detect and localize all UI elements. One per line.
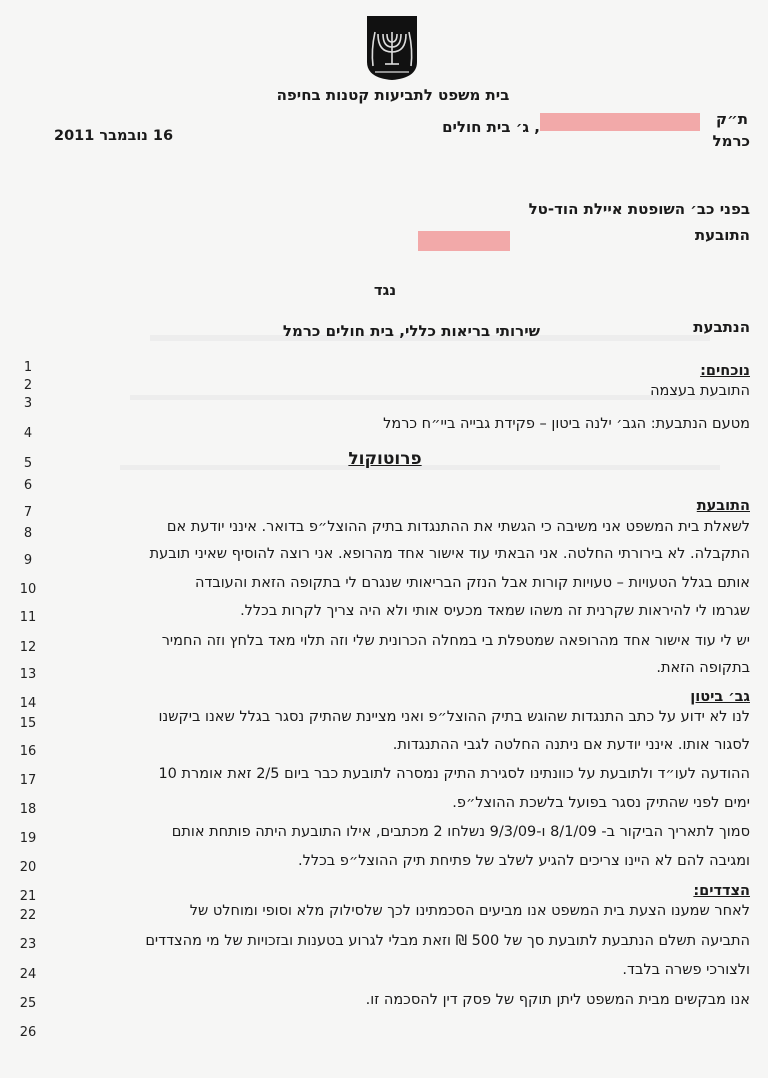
text-line: שגרמו לי להיראות שקרנית זה משהו שמאד מכעיס אותי ולא היה צריך לקרות בכלל. [240,603,750,619]
line-number: 10 [19,582,37,597]
text-line: אנו מבקשים מבית המשפט ליתן תוקף של פסק דין להסכמה זו. [365,992,750,1008]
text-line: יש לי עוד אישור אחד מהרופאה שמטפלת בי במחלה הכרונית שלי וזה תלוי מאד בלחץ וזה החמיר [161,633,750,649]
redaction-box [540,113,700,131]
state-emblem-icon [365,14,419,82]
line-number: 14 [19,696,37,711]
text-line: התקבלה. לא בירורתי החלטה. אני הבאתי עוד אישור אחד מהרופא. אני רוצה להוסיף שאיני תובעת [149,546,750,562]
plaintiff-label: התובעת [694,226,750,244]
line-number: 20 [19,860,37,875]
text-line: התביעה תשלם הנתבעת לתובעת סך של 500 ₪ וזאת מבלי לגרוע בטענות ובזכויות של מי מהצדדים [145,933,750,949]
line-number: 12 [19,640,37,655]
hearing-date: 16 נובמבר 2011 [54,128,174,144]
line-number: 19 [19,831,37,846]
present-heading: נוכחים: [700,363,750,379]
text-line: לאחר שמענו הצעת בית המשפט אנו מביעים הסכמתינו לכך שלסילוק מלא וסופי ומוחלט של [189,903,750,919]
text-line: סמוך לתאריך הביקור ב- 8/1/09 ו-9/3/09 נשלחו 2 מכתבים, אילו התובעת היתה פותחת אותם [171,824,750,840]
line-number: 25 [19,996,37,1011]
case-parties: , ג׳ בית חולים [442,118,540,136]
line-number: 18 [19,802,37,817]
section-heading: הצדדים: [693,883,750,899]
case-line2: כרמל [712,132,750,150]
line-number: 13 [19,667,37,682]
line-number: 16 [19,744,37,759]
present-line: מטעם הנתבעת: הגב׳ ילנה ביטון – פקידת גבייה ביי״ח כרמל [383,416,750,432]
line-number: 5 [23,456,33,471]
text-line: לשאלת בית המשפט אני משיבה כי הגשתי את ההתנגדות בתיק ההוצל״פ בדואר. אינני יודעת אם [166,519,750,535]
case-prefix: ת״ק [716,110,748,128]
line-number: 8 [23,526,33,541]
court-name: בית משפט לתביעות קטנות בחיפה [276,86,510,104]
text-line: לסגור אותו. אינני יודעת אם ניתנה החלטה לגבי ההתנגדות. [392,737,750,753]
line-number: 26 [19,1025,37,1040]
section-heading: התובעת [696,498,750,514]
line-number: 1 [23,360,33,375]
line-number: 11 [19,610,37,625]
judge-line: בפני כב׳ השופטת איילת הוד-טל [528,200,750,218]
line-number: 7 [23,505,33,520]
text-line: ומגיבה להם לא היינו צריכים להגיע לשלב של פתיחת תיק ההוצל״פ בכלל. [298,853,750,869]
line-number: 21 [19,889,37,904]
text-line: בתקופה הזאת. [656,660,750,676]
line-number: 17 [19,773,37,788]
redaction-box [418,231,510,251]
versus-label: נגד [373,281,397,299]
line-number: 6 [23,478,33,493]
line-number: 15 [19,716,37,731]
text-line: אותם בגלל הטעויות – טעויות קורות אבל הנזק הבריאותי שנגרם לי בתקופה הזאת והעובדה [194,575,750,591]
text-line: לנו לא ידוע על כתב התנגדות שהוגש בתיק ההוצל״פ ואני מציינת שהתיק נסגר בגלל שאנו ביקשנו [158,709,750,725]
line-number: 4 [23,426,33,441]
line-number: 23 [19,937,37,952]
line-number: 2 [23,378,33,393]
text-line: ימים לפני שהתיק נסגר בפועל בלשכת ההוצל״פ. [452,795,750,811]
present-line: התובעת בעצמה [650,383,750,399]
line-number: 9 [23,553,33,568]
line-number: 22 [19,908,37,923]
protocol-title: פרוטוקול [348,449,422,469]
text-line: ולצורכי פשרה בלבד. [622,962,750,978]
text-line: ההודעה לעו״ד ולתובעת על כוונתינו לסגירת התיק נמסרה לתובעת כבר ביום 2/5 זאת אומרת 10 [158,766,750,782]
line-number: 3 [23,396,33,411]
defendant-name: שירותי בריאות כללי, בית חולים כרמל [282,322,540,340]
line-number: 24 [19,967,37,982]
section-heading: גב׳ ביטון [690,689,750,705]
defendant-label: הנתבעת [693,318,750,336]
